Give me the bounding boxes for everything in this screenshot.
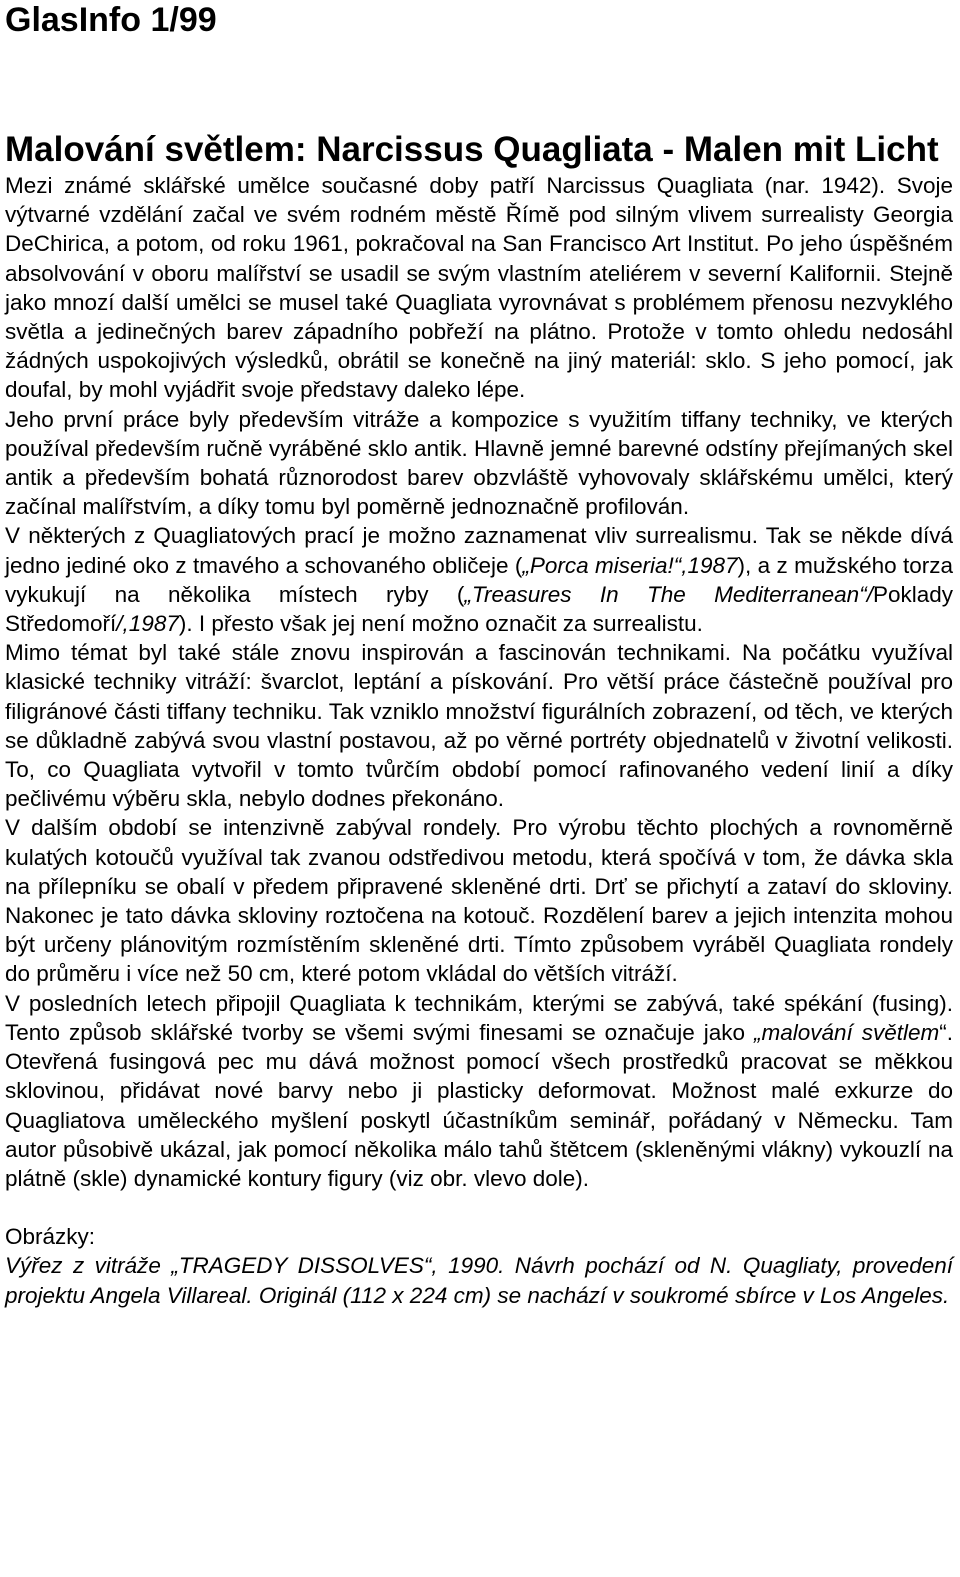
document-page <box>5 0 953 1310</box>
text-run: ), a z mužského torza vykukují na několika místech ryby ( <box>5 552 953 607</box>
paragraph-surrealism <box>5 521 953 638</box>
article-title: Malování světlem: Narcissus Quagliata - Malen mit Licht <box>5 130 939 169</box>
artwork-title-porca-miseria: „Porca miseria!“,1987 <box>522 552 738 578</box>
paragraph-early-works: Jeho první práce byly především vitráže a kompozice s využitím tiffany techniky, ve kterých používal především ručně vyráběné sklo antik. Hlavně jemné barevné odstíny přejímaných skel antik a především bohatá různorodost barev obzvláště vyhovovaly sklářskému umělci, který začínal malířstvím, a díky tomu byl poměrně jednoznačně profilován. <box>5 406 953 520</box>
text-run: ). I přesto však jej není možno označit za surrealistu. <box>178 611 703 637</box>
paragraph-techniques: Mimo témat byl také stále znovu inspirován a fascinován technikami. Na počátku využíval klasické techniky vitráží: švarclot, leptání a pískování. Pro větší práce částečně používal pro filigránové části tiffany techniku. Tak vzniklo množství figurálních zobrazení, od těch, ve kterých se důkladně zabývá svou vlastní postavou, až po věrné portréty objednatelů v životní velikosti. To, co Quagliata vytvořil v tomto tvůrčím období pomocí rafinovaného vedení linií a díky pečlivému výběru skla, nebylo dodnes překonáno. <box>5 640 953 812</box>
text-run: V některých z Quagliatových prací je možno zaznamenat vliv surrealismu. Tak se někde dívá jedno jediné oko z tmavého a schovaného obličeje ( <box>5 523 953 578</box>
paragraph-intro: Mezi známé sklářské umělce současné doby patří Narcissus Quagliata (nar. 1942). Svoje výtvarné vzdělání začal ve svém rodném městě Římě pod silným vlivem surrealisty Georgia DeChirica, a potom, od roku 1961, pokračoval na San Francisco Art Institut. Po jeho úspěšném absolvování v oboru malířství se usadil se svým vlastním ateliérem v severní Kalifornii. Stejně jako mnozí další umělci se musel také Quagliata vyrovnávat s problémem přenosu nezvyklého světla a jedinečných barev západního pobřeží na plátno. Protože v tomto ohledu nedosáhl žádných uspokojivých výsledků, obrátil se konečně na jiný materiál: sklo. S jeho pomocí, jak doufal, by mohl vyjádřit svoje představy daleko lépe. <box>5 173 953 403</box>
captions-heading: Obrázky: <box>5 1224 96 1250</box>
artwork-title-treasures: „Treasures In The Mediterranean“/ <box>464 581 873 607</box>
image-captions <box>5 1222 953 1310</box>
paragraph-fusing <box>5 989 953 1193</box>
term-painting-with-light: „malování světlem <box>753 1019 940 1045</box>
caption-text: Výřez z vitráže „TRAGEDY DISSOLVES“, 1990. Návrh pochází od N. Quagliaty, provedení projektu Angela Villareal. Originál (112 x 224 cm) se nachází v soukromé sbírce v Los Angeles. <box>5 1253 953 1308</box>
artwork-year: /,1987 <box>116 611 179 637</box>
paragraph-rondels: V dalším období se intenzivně zabýval rondely. Pro výrobu těchto plochých a rovnoměrně kulatých kotoučů využíval tak zvanou odstředivou metodu, která spočívá v tom, že dávka skla na přílepníku se obalí v předem připravené skleněné drti. Drť se přichytí a zataví do skloviny. Nakonec je tato dávka skloviny roztočena na kotouč. Rozdělení barev a jejich intenzita mohou být určeny plánovitým rozmístěním skleněné drti. Tímto způsobem vyráběl Quagliata rondely do průměru i více než 50 cm, které potom vkládal do větších vitráží. <box>5 815 953 987</box>
issue-header: GlasInfo 1/99 <box>5 1 217 39</box>
text-run: Poklady Středomoří <box>5 581 953 637</box>
article-body <box>5 171 953 1193</box>
text-run: V posledních letech připojil Quagliata k technikám, kterými se zabývá, také spékání (fusing). Tento způsob sklářské tvorby se všemi svými finesami se označuje jako <box>5 990 953 1045</box>
text-run: “. Otevřená fusingová pec mu dává možnost pomocí všech prostředků pracovat se měkkou sklovinou, přidávat nové barvy nebo ji plasticky deformovat. Možnost malé exkurze do Quagliatova uměleckého myšlení poskytl účastníkům seminář, pořádaný v Německu. Tam autor působivě ukázal, jak pomocí několika málo tahů štětcem (skleněnými vlákny) vykouzlí na plátně (skle) dynamické kontury figury (viz obr. vlevo dole). <box>5 1019 953 1191</box>
